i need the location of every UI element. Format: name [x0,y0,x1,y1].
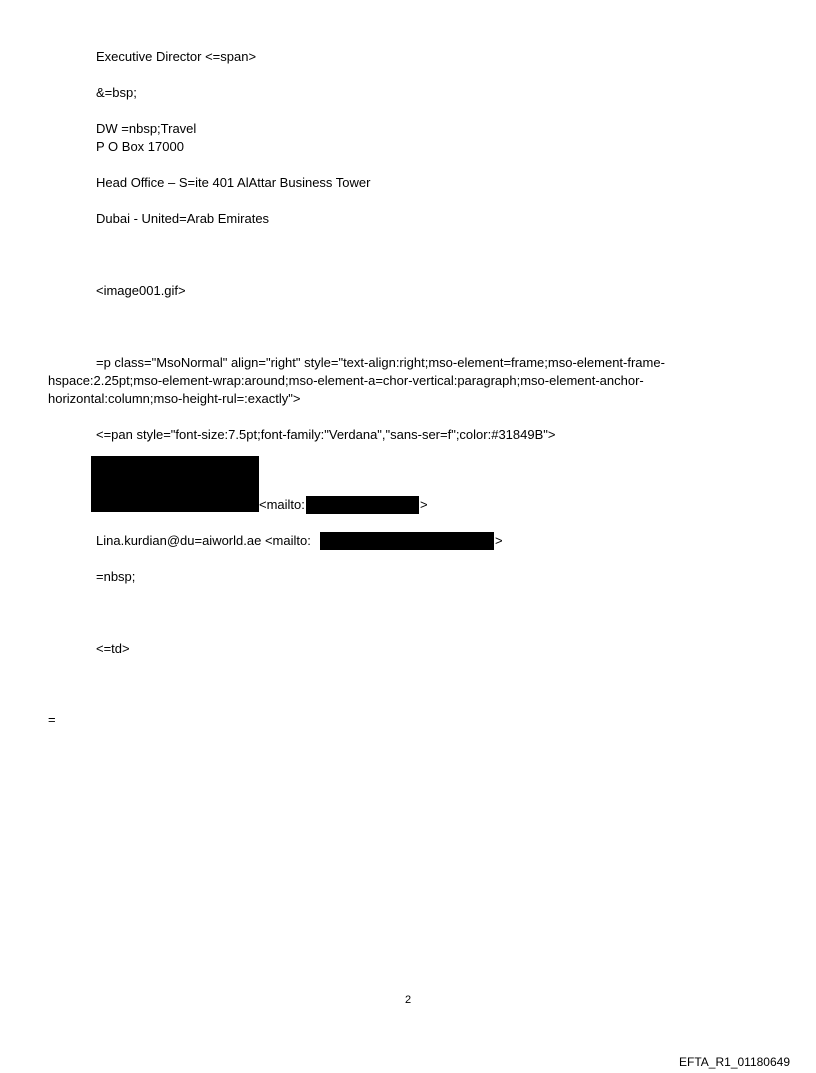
line-dw-travel: DW =nbsp;Travel [96,121,197,136]
line-lina-email: Lina.kurdian@du=aiworld.ae <mailto: [96,533,311,548]
document-id: EFTA_R1_01180649 [679,1055,790,1069]
line-bsp: &=bsp; [96,85,137,100]
line-td: <=td> [96,641,130,656]
line-mailto-redacted [259,496,305,514]
line-equals: = [48,712,56,727]
line-span-style: <=pan style="font-size:7.5pt;font-family:"Verdana","sans-ser=f";color:#31849B"> [96,427,556,442]
redaction-block-email-1 [306,496,419,514]
paragraph-msonormal-text: =p class="MsoNormal" align="right" style="text-align:right;mso-element=frame;mso-element-frame-hspace:2.25pt;mso-element-wrap:around;mso-element-a=chor-vertical:paragraph;mso-element-anchor-horizontal:column;mso-height-rul=:exactly"> [48,355,665,406]
mailto-suffix-1: > [420,497,428,512]
paragraph-msonormal [48,354,748,408]
line-nbsp: =nbsp; [96,569,136,584]
line-image-ref: <image001.gif> [96,283,186,298]
line-executive-director: Executive Director <=span> [96,49,257,64]
line-head-office: Head Office – S=ite 401 AlAttar Business Tower [96,175,371,190]
mailto-prefix: <mailto: [259,497,305,512]
redaction-block-large [91,456,259,512]
page-number: 2 [404,994,412,1006]
mailto-suffix-2: > [495,533,503,548]
redaction-block-email-2 [320,532,494,550]
line-po-box: P O Box 17000 [96,139,184,154]
line-dubai: Dubai - United=Arab Emirates [96,211,270,226]
